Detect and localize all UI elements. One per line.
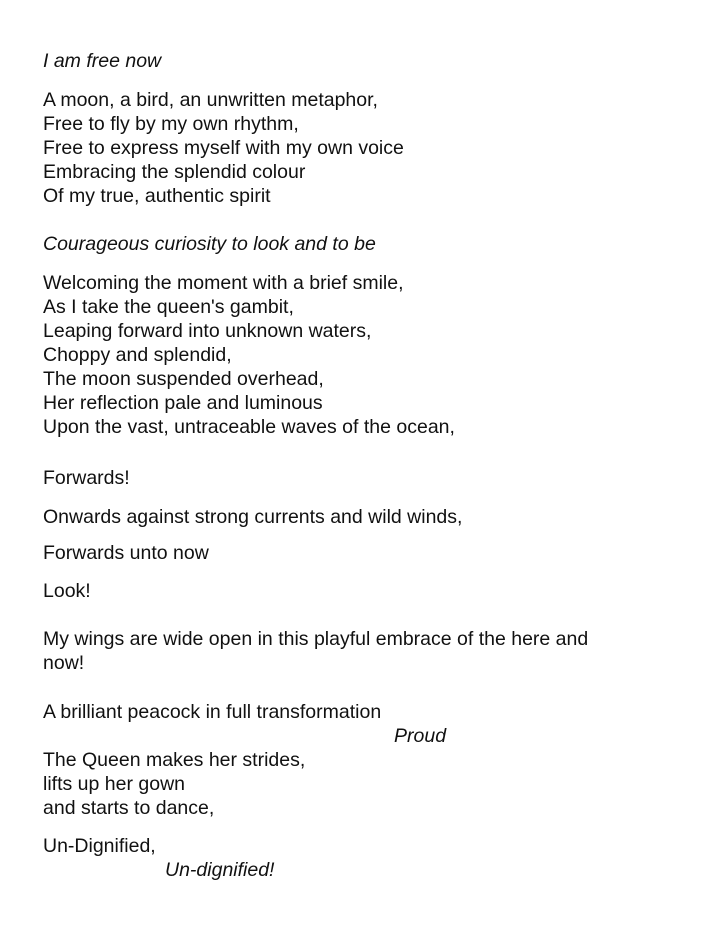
poem-line-wings: My wings are wide open in this playful embrace of the here and <box>43 628 589 650</box>
poem-line-forwards: Forwards! <box>43 467 130 489</box>
poem-line: Embracing the splendid colour <box>43 161 306 183</box>
poem-line: and starts to dance, <box>43 797 215 819</box>
poem-line: Free to express myself with my own voice <box>43 137 404 159</box>
poem-line-undignified-italic: Un-dignified! <box>165 859 275 881</box>
poem-word-proud: Proud <box>394 725 447 747</box>
poem-line: lifts up her gown <box>43 773 185 795</box>
poem-line: Free to fly by my own rhythm, <box>43 113 299 135</box>
poem-line: The Queen makes her strides, <box>43 749 306 771</box>
poem-line-undignified: Un-Dignified, <box>43 835 156 857</box>
poem-heading-free: I am free now <box>43 50 162 72</box>
poem-line-wings: now! <box>43 652 85 674</box>
poem-line-onwards: Onwards against strong currents and wild winds, <box>43 506 463 528</box>
poem-line-forwards-unto: Forwards unto now <box>43 542 209 564</box>
poem-line: Upon the vast, untraceable waves of the ocean, <box>43 416 455 438</box>
poem-line: A moon, a bird, an unwritten metaphor, <box>43 89 378 111</box>
poem-line: As I take the queen's gambit, <box>43 296 294 318</box>
poem-line: Her reflection pale and luminous <box>43 392 323 414</box>
poem-line-look: Look! <box>43 580 91 602</box>
poem-line-peacock: A brilliant peacock in full transformation <box>43 701 382 723</box>
poem-line: Welcoming the moment with a brief smile, <box>43 272 404 294</box>
poem-line: Leaping forward into unknown waters, <box>43 320 372 342</box>
poem-line: Choppy and splendid, <box>43 344 232 366</box>
poem-line: The moon suspended overhead, <box>43 368 324 390</box>
poem-heading-curiosity: Courageous curiosity to look and to be <box>43 233 376 255</box>
poem-line: Of my true, authentic spirit <box>43 185 271 207</box>
